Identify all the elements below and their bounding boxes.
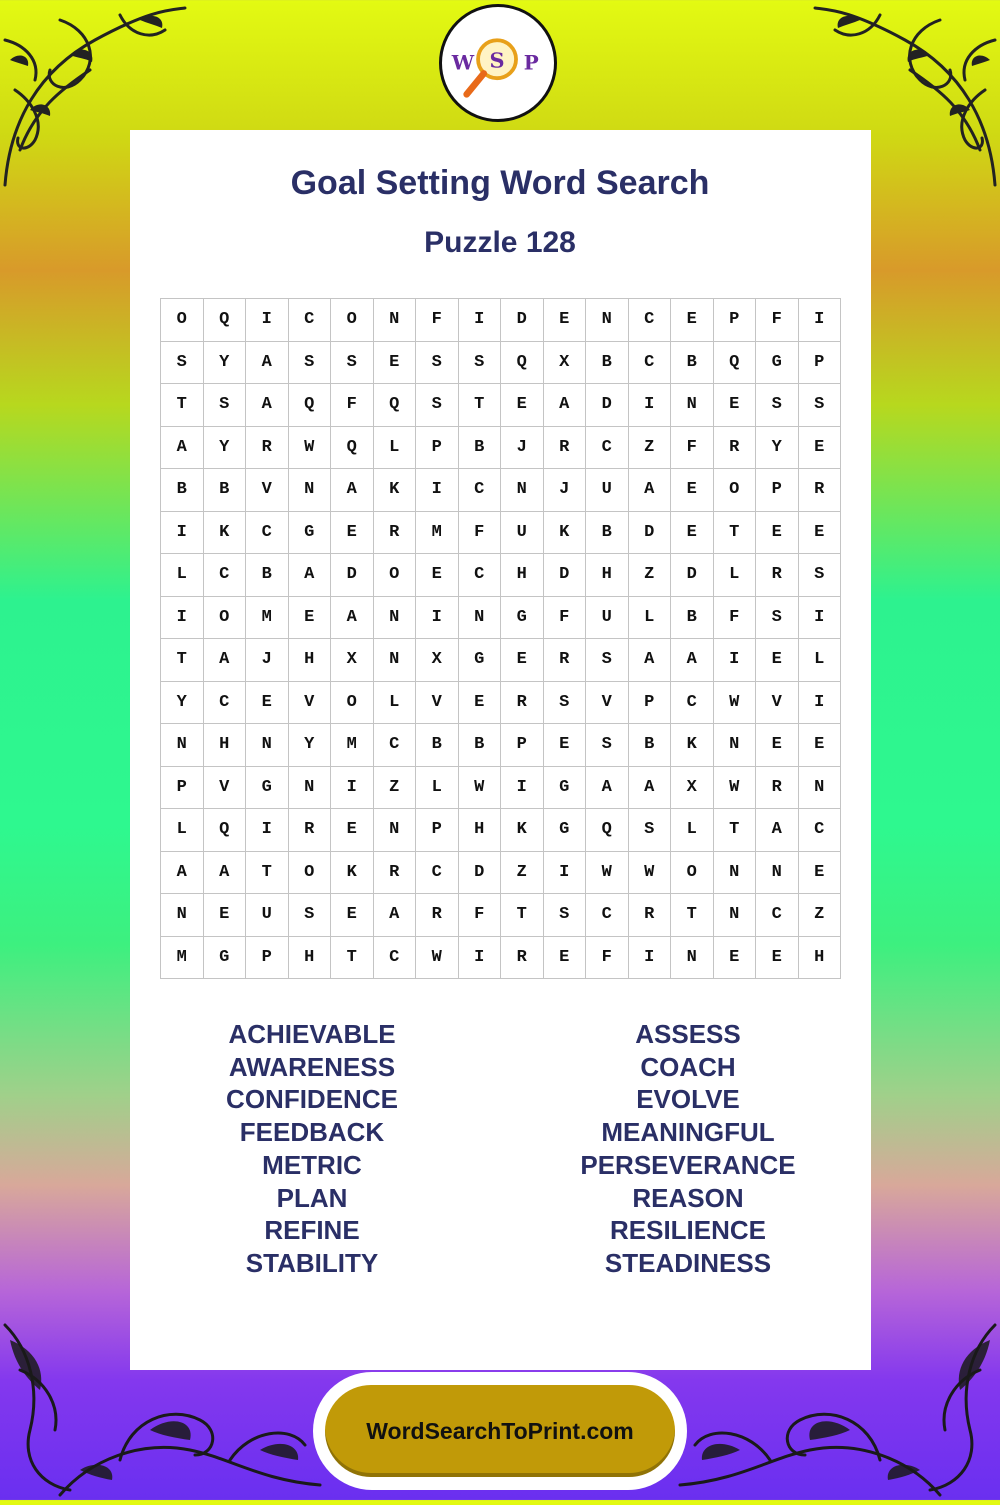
grid-cell[interactable]: E bbox=[331, 511, 374, 554]
grid-cell[interactable]: V bbox=[416, 681, 459, 724]
grid-cell[interactable]: B bbox=[161, 469, 204, 512]
grid-cell[interactable]: N bbox=[798, 766, 841, 809]
grid-row bbox=[161, 596, 841, 639]
word-list-item: EVOLVE bbox=[636, 1084, 740, 1115]
grid-cell[interactable]: A bbox=[373, 894, 416, 937]
grid-cell[interactable]: C bbox=[458, 469, 501, 512]
grid-cell[interactable]: I bbox=[798, 299, 841, 342]
grid-cell[interactable]: H bbox=[798, 936, 841, 979]
grid-cell[interactable]: T bbox=[458, 384, 501, 427]
grid-cell[interactable]: R bbox=[543, 639, 586, 682]
grid-cell[interactable]: E bbox=[671, 511, 714, 554]
grid-cell[interactable]: Y bbox=[756, 426, 799, 469]
grid-cell[interactable]: I bbox=[161, 511, 204, 554]
grid-cell[interactable]: N bbox=[373, 809, 416, 852]
grid-cell[interactable]: Q bbox=[373, 384, 416, 427]
word-list-right bbox=[518, 1018, 858, 1280]
grid-cell[interactable]: C bbox=[416, 851, 459, 894]
grid-cell[interactable]: S bbox=[756, 596, 799, 639]
grid-cell[interactable]: X bbox=[416, 639, 459, 682]
grid-cell[interactable]: J bbox=[543, 469, 586, 512]
grid-cell[interactable]: H bbox=[586, 554, 629, 597]
grid-cell[interactable]: C bbox=[671, 681, 714, 724]
grid-cell[interactable]: P bbox=[416, 426, 459, 469]
grid-cell[interactable]: H bbox=[458, 809, 501, 852]
grid-cell[interactable]: S bbox=[586, 724, 629, 767]
grid-cell[interactable]: R bbox=[373, 511, 416, 554]
grid-cell[interactable]: A bbox=[203, 851, 246, 894]
grid-cell[interactable]: G bbox=[756, 341, 799, 384]
word-list-item: METRIC bbox=[262, 1149, 362, 1180]
grid-cell[interactable]: E bbox=[798, 724, 841, 767]
grid-cell[interactable]: R bbox=[628, 894, 671, 937]
grid-row bbox=[161, 639, 841, 682]
grid-cell[interactable]: D bbox=[331, 554, 374, 597]
grid-cell[interactable]: I bbox=[416, 596, 459, 639]
grid-cell[interactable]: S bbox=[331, 341, 374, 384]
word-list-left bbox=[142, 1018, 482, 1280]
grid-cell[interactable]: N bbox=[458, 596, 501, 639]
grid-cell[interactable]: R bbox=[543, 426, 586, 469]
grid-cell[interactable]: N bbox=[246, 724, 289, 767]
grid-cell[interactable]: G bbox=[501, 596, 544, 639]
grid-cell[interactable]: I bbox=[458, 299, 501, 342]
grid-cell[interactable]: B bbox=[586, 341, 629, 384]
grid-cell[interactable]: S bbox=[203, 384, 246, 427]
grid-cell[interactable]: V bbox=[586, 681, 629, 724]
grid-cell[interactable]: H bbox=[288, 936, 331, 979]
grid-cell[interactable]: K bbox=[373, 469, 416, 512]
grid-cell[interactable]: E bbox=[288, 596, 331, 639]
grid-cell[interactable]: L bbox=[671, 809, 714, 852]
grid-cell[interactable]: F bbox=[671, 426, 714, 469]
grid-cell[interactable]: R bbox=[798, 469, 841, 512]
grid-cell[interactable]: Z bbox=[373, 766, 416, 809]
grid-cell[interactable]: F bbox=[543, 596, 586, 639]
grid-cell[interactable]: E bbox=[416, 554, 459, 597]
grid-cell[interactable]: M bbox=[246, 596, 289, 639]
grid-cell[interactable]: L bbox=[373, 426, 416, 469]
grid-cell[interactable]: E bbox=[501, 384, 544, 427]
grid-cell[interactable]: G bbox=[543, 766, 586, 809]
grid-cell[interactable]: I bbox=[246, 809, 289, 852]
grid-cell[interactable]: N bbox=[756, 851, 799, 894]
word-list-item: REFINE bbox=[264, 1215, 360, 1246]
letter-grid bbox=[160, 298, 841, 979]
grid-cell[interactable]: S bbox=[798, 384, 841, 427]
grid-cell[interactable]: O bbox=[671, 851, 714, 894]
grid-cell[interactable]: L bbox=[161, 809, 204, 852]
grid-cell[interactable]: R bbox=[288, 809, 331, 852]
grid-cell[interactable]: S bbox=[798, 554, 841, 597]
grid-cell[interactable]: S bbox=[756, 384, 799, 427]
grid-cell[interactable]: Z bbox=[501, 851, 544, 894]
grid-cell[interactable]: O bbox=[288, 851, 331, 894]
grid-cell[interactable]: G bbox=[288, 511, 331, 554]
grid-row bbox=[161, 426, 841, 469]
grid-cell[interactable]: E bbox=[543, 936, 586, 979]
word-list-item: COACH bbox=[640, 1051, 736, 1082]
word-list-item: ASSESS bbox=[635, 1019, 741, 1049]
grid-cell[interactable]: T bbox=[713, 511, 756, 554]
grid-cell[interactable]: X bbox=[671, 766, 714, 809]
grid-cell[interactable]: E bbox=[798, 851, 841, 894]
grid-cell[interactable]: P bbox=[628, 681, 671, 724]
grid-cell[interactable]: B bbox=[458, 426, 501, 469]
grid-cell[interactable]: A bbox=[161, 851, 204, 894]
grid-row bbox=[161, 851, 841, 894]
grid-cell[interactable]: N bbox=[713, 724, 756, 767]
grid-cell[interactable]: K bbox=[501, 809, 544, 852]
grid-cell[interactable]: E bbox=[671, 469, 714, 512]
word-list-item: CONFIDENCE bbox=[226, 1084, 398, 1115]
grid-row bbox=[161, 681, 841, 724]
grid-cell[interactable]: E bbox=[671, 299, 714, 342]
grid-cell[interactable]: C bbox=[288, 299, 331, 342]
grid-cell[interactable]: P bbox=[416, 809, 459, 852]
grid-cell[interactable]: D bbox=[543, 554, 586, 597]
grid-cell[interactable]: X bbox=[331, 639, 374, 682]
grid-cell[interactable]: Q bbox=[203, 299, 246, 342]
word-list-item: REASON bbox=[632, 1182, 744, 1213]
grid-cell[interactable]: S bbox=[458, 341, 501, 384]
grid-cell[interactable]: U bbox=[586, 469, 629, 512]
grid-cell[interactable]: A bbox=[628, 639, 671, 682]
grid-cell[interactable]: C bbox=[756, 894, 799, 937]
grid-row bbox=[161, 469, 841, 512]
grid-cell[interactable]: C bbox=[798, 809, 841, 852]
grid-cell[interactable]: E bbox=[203, 894, 246, 937]
grid-cell[interactable]: M bbox=[416, 511, 459, 554]
grid-cell[interactable]: E bbox=[458, 681, 501, 724]
grid-cell[interactable]: Q bbox=[288, 384, 331, 427]
grid-cell[interactable]: Y bbox=[161, 681, 204, 724]
page-title: Goal Setting Word Search bbox=[290, 164, 710, 202]
grid-cell[interactable]: V bbox=[756, 681, 799, 724]
grid-cell[interactable]: F bbox=[458, 511, 501, 554]
grid-cell[interactable]: J bbox=[501, 426, 544, 469]
grid-cell[interactable]: M bbox=[331, 724, 374, 767]
grid-cell[interactable]: Z bbox=[798, 894, 841, 937]
grid-cell[interactable]: F bbox=[416, 299, 459, 342]
grid-cell[interactable]: G bbox=[458, 639, 501, 682]
grid-cell[interactable]: O bbox=[331, 681, 374, 724]
grid-cell[interactable]: Y bbox=[203, 341, 246, 384]
grid-cell[interactable]: E bbox=[798, 426, 841, 469]
grid-cell[interactable]: E bbox=[543, 299, 586, 342]
grid-cell[interactable]: P bbox=[501, 724, 544, 767]
grid-cell[interactable]: V bbox=[288, 681, 331, 724]
grid-cell[interactable]: A bbox=[246, 384, 289, 427]
grid-cell[interactable]: V bbox=[203, 766, 246, 809]
grid-cell[interactable]: Q bbox=[586, 809, 629, 852]
grid-cell[interactable]: B bbox=[586, 511, 629, 554]
grid-cell[interactable]: F bbox=[756, 299, 799, 342]
grid-cell[interactable]: W bbox=[458, 766, 501, 809]
grid-cell[interactable]: O bbox=[331, 299, 374, 342]
grid-cell[interactable]: I bbox=[161, 596, 204, 639]
grid-row bbox=[161, 299, 841, 342]
grid-cell[interactable]: E bbox=[331, 809, 374, 852]
word-list-item: FEEDBACK bbox=[239, 1117, 385, 1148]
grid-cell[interactable]: P bbox=[246, 936, 289, 979]
grid-cell[interactable]: E bbox=[543, 724, 586, 767]
grid-cell[interactable]: W bbox=[586, 851, 629, 894]
logo-letter-w: W bbox=[451, 50, 475, 75]
grid-cell[interactable]: A bbox=[628, 469, 671, 512]
grid-cell[interactable]: K bbox=[203, 511, 246, 554]
word-list-item: STEADINESS bbox=[604, 1247, 772, 1278]
grid-cell[interactable]: E bbox=[713, 384, 756, 427]
grid-cell[interactable]: E bbox=[373, 341, 416, 384]
word-list-item: AWARENESS bbox=[228, 1051, 396, 1082]
word-list-item: MEANINGFUL bbox=[601, 1117, 775, 1148]
grid-cell[interactable]: A bbox=[756, 809, 799, 852]
grid-row bbox=[161, 554, 841, 597]
grid-cell[interactable]: E bbox=[798, 511, 841, 554]
grid-cell[interactable]: S bbox=[416, 341, 459, 384]
word-list-item: PLAN bbox=[276, 1182, 348, 1213]
grid-cell[interactable]: Y bbox=[203, 426, 246, 469]
grid-cell[interactable]: I bbox=[798, 596, 841, 639]
grid-cell[interactable]: M bbox=[161, 936, 204, 979]
grid-row bbox=[161, 511, 841, 554]
grid-cell[interactable]: E bbox=[756, 724, 799, 767]
grid-cell[interactable]: V bbox=[246, 469, 289, 512]
grid-cell[interactable]: L bbox=[628, 596, 671, 639]
grid-cell[interactable]: B bbox=[671, 341, 714, 384]
grid-cell[interactable]: D bbox=[628, 511, 671, 554]
grid-cell[interactable]: T bbox=[161, 639, 204, 682]
grid-cell[interactable]: E bbox=[501, 639, 544, 682]
grid-cell[interactable]: N bbox=[161, 894, 204, 937]
grid-cell[interactable]: W bbox=[288, 426, 331, 469]
grid-cell[interactable]: B bbox=[671, 596, 714, 639]
grid-cell[interactable]: L bbox=[373, 681, 416, 724]
grid-cell[interactable]: I bbox=[628, 936, 671, 979]
grid-cell[interactable]: D bbox=[501, 299, 544, 342]
grid-cell[interactable]: K bbox=[331, 851, 374, 894]
grid-row bbox=[161, 766, 841, 809]
grid-cell[interactable]: C bbox=[373, 936, 416, 979]
grid-cell[interactable]: D bbox=[586, 384, 629, 427]
grid-cell[interactable]: A bbox=[288, 554, 331, 597]
grid-cell[interactable]: B bbox=[246, 554, 289, 597]
grid-cell[interactable]: R bbox=[501, 681, 544, 724]
wsp-logo[interactable] bbox=[439, 4, 557, 122]
grid-cell[interactable]: R bbox=[756, 554, 799, 597]
grid-cell[interactable]: A bbox=[161, 426, 204, 469]
grid-cell[interactable]: L bbox=[416, 766, 459, 809]
grid-cell[interactable]: I bbox=[798, 681, 841, 724]
grid-row bbox=[161, 724, 841, 767]
logo-letter-p: P bbox=[523, 50, 539, 75]
grid-row bbox=[161, 809, 841, 852]
grid-cell[interactable]: A bbox=[628, 766, 671, 809]
grid-cell[interactable]: W bbox=[416, 936, 459, 979]
grid-cell[interactable]: A bbox=[331, 596, 374, 639]
grid-cell[interactable]: N bbox=[586, 299, 629, 342]
grid-cell[interactable]: U bbox=[246, 894, 289, 937]
grid-cell[interactable]: R bbox=[756, 766, 799, 809]
grid-cell[interactable]: L bbox=[713, 554, 756, 597]
grid-cell[interactable]: N bbox=[373, 299, 416, 342]
grid-cell[interactable]: E bbox=[246, 681, 289, 724]
grid-cell[interactable]: C bbox=[586, 426, 629, 469]
grid-cell[interactable]: N bbox=[161, 724, 204, 767]
grid-cell[interactable]: N bbox=[713, 894, 756, 937]
grid-cell[interactable]: I bbox=[246, 299, 289, 342]
grid-cell[interactable]: G bbox=[203, 936, 246, 979]
grid-cell[interactable]: N bbox=[713, 851, 756, 894]
grid-cell[interactable]: Y bbox=[288, 724, 331, 767]
grid-cell[interactable]: S bbox=[416, 384, 459, 427]
grid-cell[interactable]: N bbox=[671, 936, 714, 979]
grid-cell[interactable]: D bbox=[671, 554, 714, 597]
grid-cell[interactable]: O bbox=[161, 299, 204, 342]
grid-cell[interactable]: F bbox=[331, 384, 374, 427]
word-list-item: PERSEVERANCE bbox=[580, 1149, 796, 1180]
grid-cell[interactable]: B bbox=[458, 724, 501, 767]
grid-cell[interactable]: T bbox=[501, 894, 544, 937]
grid-cell[interactable]: N bbox=[501, 469, 544, 512]
grid-cell[interactable]: G bbox=[543, 809, 586, 852]
grid-cell[interactable]: S bbox=[161, 341, 204, 384]
grid-cell[interactable]: E bbox=[331, 894, 374, 937]
grid-cell[interactable]: H bbox=[203, 724, 246, 767]
grid-cell[interactable]: T bbox=[713, 809, 756, 852]
grid-cell[interactable]: I bbox=[713, 639, 756, 682]
grid-cell[interactable]: Q bbox=[713, 341, 756, 384]
grid-cell[interactable]: Z bbox=[628, 554, 671, 597]
grid-cell[interactable]: W bbox=[628, 851, 671, 894]
grid-row bbox=[161, 936, 841, 979]
grid-row bbox=[161, 894, 841, 937]
grid-cell[interactable]: P bbox=[756, 469, 799, 512]
grid-cell[interactable]: N bbox=[373, 596, 416, 639]
grid-cell[interactable]: R bbox=[713, 426, 756, 469]
grid-cell[interactable]: L bbox=[798, 639, 841, 682]
grid-cell[interactable]: U bbox=[586, 596, 629, 639]
grid-cell[interactable]: C bbox=[458, 554, 501, 597]
grid-cell[interactable]: S bbox=[628, 809, 671, 852]
grid-cell[interactable]: H bbox=[501, 554, 544, 597]
grid-cell[interactable]: C bbox=[586, 894, 629, 937]
grid-cell[interactable]: T bbox=[331, 936, 374, 979]
grid-cell[interactable]: Q bbox=[331, 426, 374, 469]
grid-cell[interactable]: S bbox=[288, 894, 331, 937]
grid-cell[interactable]: A bbox=[246, 341, 289, 384]
grid-cell[interactable]: P bbox=[161, 766, 204, 809]
grid-cell[interactable]: I bbox=[628, 384, 671, 427]
grid-cell[interactable]: I bbox=[543, 851, 586, 894]
grid-cell[interactable]: A bbox=[586, 766, 629, 809]
grid-cell[interactable]: C bbox=[373, 724, 416, 767]
grid-cell[interactable]: I bbox=[331, 766, 374, 809]
grid-cell[interactable]: S bbox=[543, 894, 586, 937]
grid-cell[interactable]: F bbox=[713, 596, 756, 639]
word-list-item: RESILIENCE bbox=[609, 1215, 767, 1246]
grid-cell[interactable]: C bbox=[203, 681, 246, 724]
logo-letter-s: S bbox=[489, 47, 505, 73]
grid-cell[interactable]: N bbox=[373, 639, 416, 682]
grid-cell[interactable]: N bbox=[671, 384, 714, 427]
grid-cell[interactable]: R bbox=[501, 936, 544, 979]
grid-cell[interactable]: W bbox=[713, 766, 756, 809]
grid-cell[interactable]: B bbox=[203, 469, 246, 512]
grid-cell[interactable]: B bbox=[416, 724, 459, 767]
grid-cell[interactable]: F bbox=[586, 936, 629, 979]
grid-cell[interactable]: E bbox=[756, 936, 799, 979]
grid-cell[interactable]: T bbox=[671, 894, 714, 937]
grid-cell[interactable]: S bbox=[586, 639, 629, 682]
grid-row bbox=[161, 341, 841, 384]
grid-cell[interactable]: W bbox=[713, 681, 756, 724]
grid-cell[interactable]: F bbox=[458, 894, 501, 937]
grid-cell[interactable]: L bbox=[161, 554, 204, 597]
grid-cell[interactable]: R bbox=[246, 426, 289, 469]
grid-cell[interactable]: P bbox=[713, 299, 756, 342]
grid-cell[interactable]: T bbox=[161, 384, 204, 427]
grid-cell[interactable]: C bbox=[203, 554, 246, 597]
grid-cell[interactable]: Q bbox=[203, 809, 246, 852]
grid-cell[interactable]: J bbox=[246, 639, 289, 682]
grid-cell[interactable]: O bbox=[203, 596, 246, 639]
grid-cell[interactable]: E bbox=[713, 936, 756, 979]
grid-cell[interactable]: A bbox=[203, 639, 246, 682]
grid-cell[interactable]: Q bbox=[501, 341, 544, 384]
website-link-button[interactable]: WordSearchToPrint.com bbox=[325, 1385, 675, 1477]
grid-cell[interactable]: B bbox=[628, 724, 671, 767]
grid-cell[interactable]: R bbox=[416, 894, 459, 937]
grid-cell[interactable]: O bbox=[373, 554, 416, 597]
grid-cell[interactable]: S bbox=[543, 681, 586, 724]
grid-cell[interactable]: E bbox=[756, 639, 799, 682]
word-list-item: ACHIEVABLE bbox=[228, 1019, 396, 1049]
puzzle-number: Puzzle 128 bbox=[424, 226, 576, 259]
grid-cell[interactable]: X bbox=[543, 341, 586, 384]
grid-cell[interactable]: N bbox=[288, 469, 331, 512]
grid-cell[interactable]: A bbox=[543, 384, 586, 427]
grid-cell[interactable]: K bbox=[543, 511, 586, 554]
grid-cell[interactable]: A bbox=[671, 639, 714, 682]
grid-cell[interactable]: P bbox=[798, 341, 841, 384]
grid-cell[interactable]: G bbox=[246, 766, 289, 809]
grid-cell[interactable]: C bbox=[628, 341, 671, 384]
grid-cell[interactable]: I bbox=[501, 766, 544, 809]
grid-cell[interactable]: R bbox=[373, 851, 416, 894]
grid-cell[interactable]: A bbox=[331, 469, 374, 512]
grid-cell[interactable]: K bbox=[671, 724, 714, 767]
grid-cell[interactable]: Z bbox=[628, 426, 671, 469]
grid-cell[interactable]: C bbox=[628, 299, 671, 342]
word-list-item: STABILITY bbox=[245, 1247, 379, 1278]
grid-cell[interactable]: T bbox=[246, 851, 289, 894]
grid-cell[interactable]: E bbox=[756, 511, 799, 554]
grid-cell[interactable]: O bbox=[713, 469, 756, 512]
grid-row bbox=[161, 384, 841, 427]
grid-cell[interactable]: D bbox=[458, 851, 501, 894]
grid-cell[interactable]: N bbox=[288, 766, 331, 809]
grid-cell[interactable]: C bbox=[246, 511, 289, 554]
grid-cell[interactable]: H bbox=[288, 639, 331, 682]
grid-cell[interactable]: S bbox=[288, 341, 331, 384]
grid-cell[interactable]: I bbox=[458, 936, 501, 979]
grid-cell[interactable]: U bbox=[501, 511, 544, 554]
grid-cell[interactable]: I bbox=[416, 469, 459, 512]
